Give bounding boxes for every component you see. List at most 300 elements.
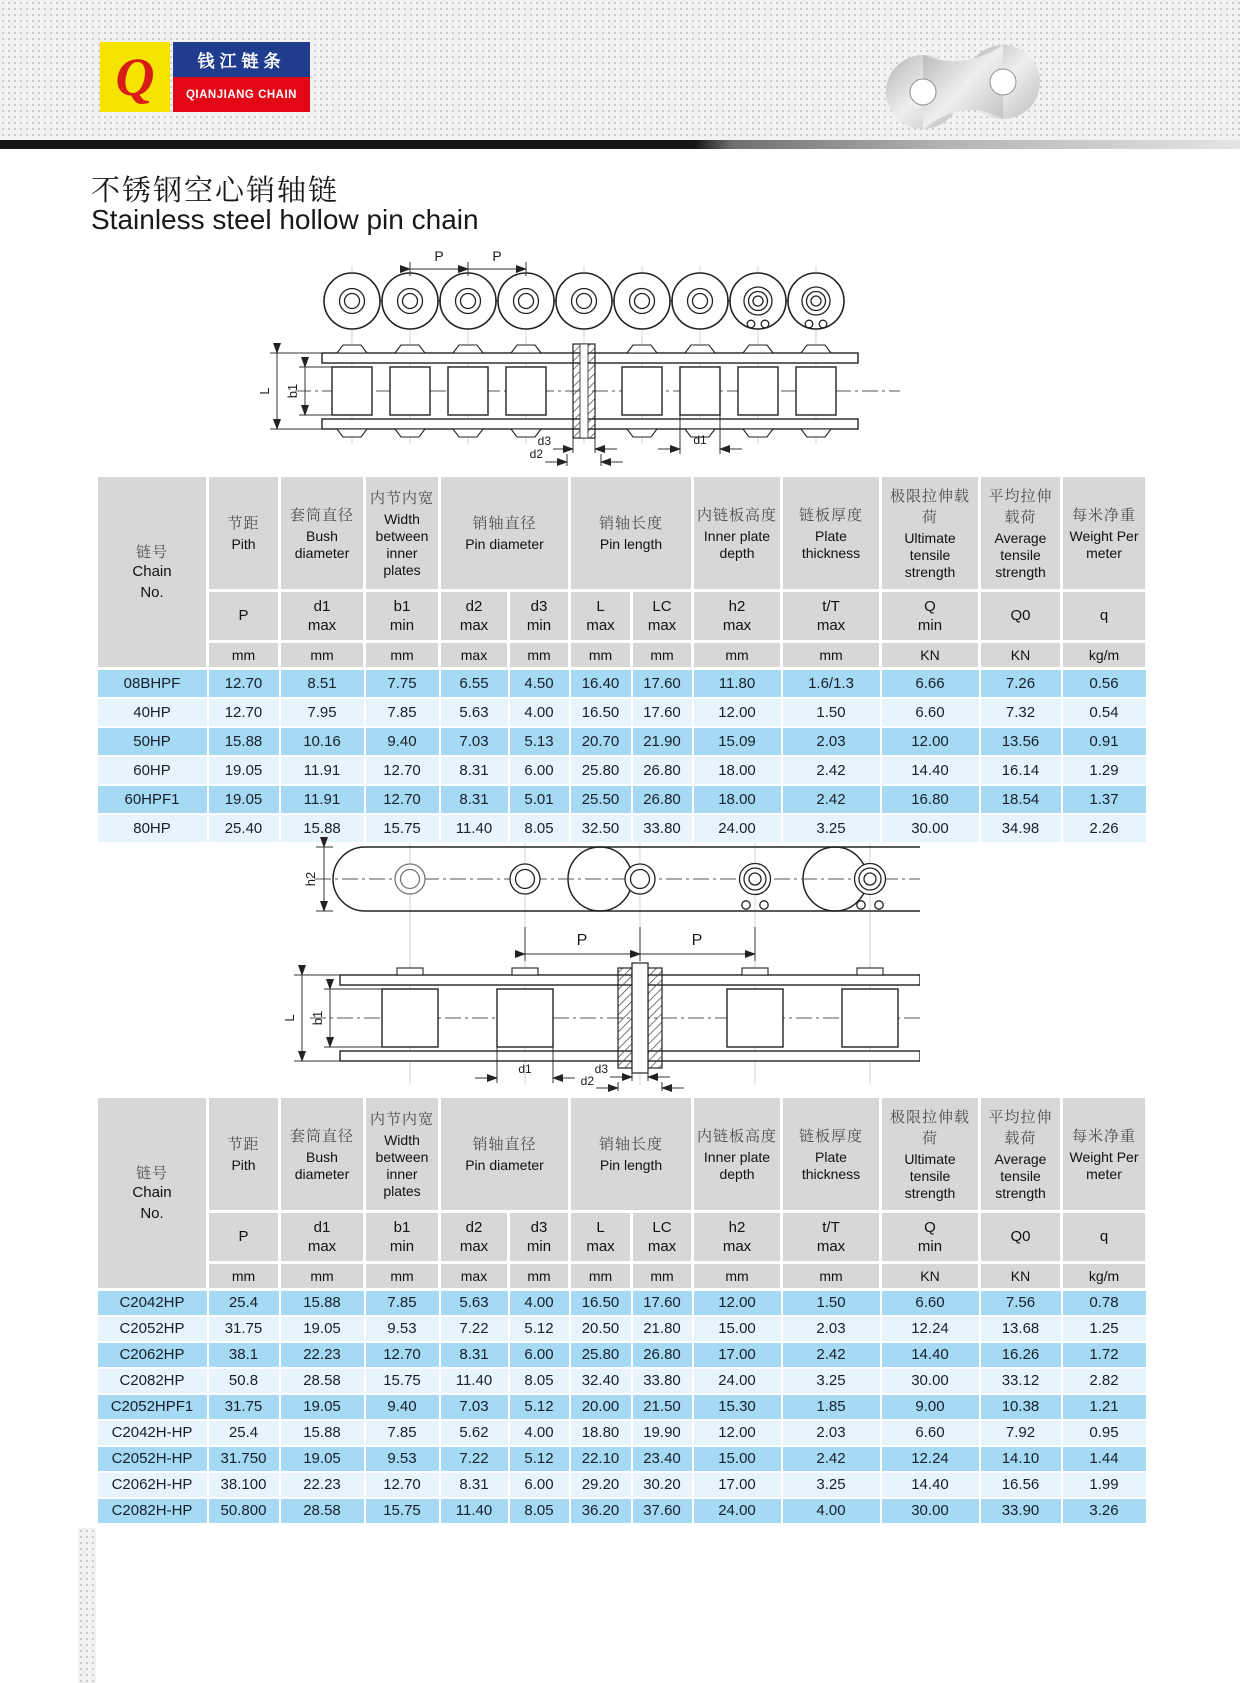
group-header-5: 内链板高度 Inner plate depth [693,476,782,591]
value-cell: 50.8 [208,1368,280,1394]
value-cell: 16.80 [881,785,980,814]
value-cell: 8.05 [509,1368,570,1394]
value-cell: 1.50 [782,698,881,727]
value-cell: 19.05 [280,1446,365,1472]
value-cell: 12.24 [881,1316,980,1342]
dim-label-p: P [691,932,703,949]
value-cell: 8.31 [440,785,509,814]
value-cell: 9.40 [365,727,440,756]
value-cell: 11.80 [693,669,782,698]
value-cell: 8.31 [440,756,509,785]
value-cell: 16.14 [980,756,1062,785]
value-cell: 2.42 [782,1446,881,1472]
value-cell: 6.60 [881,1420,980,1446]
value-cell: 6.60 [881,1290,980,1316]
value-cell: 1.6/1.3 [782,669,881,698]
unit-header-11: kg/m [1062,1263,1147,1290]
value-cell: 31.750 [208,1446,280,1472]
unit-header-1: mm [280,1263,365,1290]
unit-header-11: kg/m [1062,642,1147,669]
dim-label-h2: h2 [303,871,318,887]
value-cell: 12.00 [881,727,980,756]
unit-header-6: mm [632,642,693,669]
symbol-header-t/T: t/T max [782,1212,881,1263]
unit-header-row [97,642,1147,669]
value-cell: 7.75 [365,669,440,698]
unit-header-5: mm [570,642,632,669]
value-cell: 31.75 [208,1394,280,1420]
dim-label-p: P [492,248,502,264]
sectioned-hollow-pin [632,963,648,1073]
chain-plate-photo-graphic [875,40,1045,140]
group-header-8: 平均拉伸载荷 Average tensile strength [980,476,1062,591]
symbol-header-d1: d1 max [280,1212,365,1263]
unit-header-7: mm [693,642,782,669]
value-cell: 16.50 [570,698,632,727]
value-cell: 18.00 [693,785,782,814]
value-cell: 16.56 [980,1472,1062,1498]
unit-header-8: mm [782,642,881,669]
value-cell: 0.54 [1062,698,1147,727]
table-row [97,1472,1147,1498]
value-cell: 14.40 [881,756,980,785]
value-cell: 7.56 [980,1290,1062,1316]
value-cell: 16.50 [570,1290,632,1316]
symbol-header-d3: d3 min [509,1212,570,1263]
value-cell: 6.60 [881,698,980,727]
symbol-header-t/T: t/T max [782,591,881,642]
value-cell: 7.32 [980,698,1062,727]
value-cell: 22.23 [280,1472,365,1498]
symbol-header-L: L max [570,591,632,642]
spec-table [95,474,1148,844]
value-cell: 3.25 [782,814,881,843]
value-cell: 17.00 [693,1342,782,1368]
value-cell: 5.12 [509,1446,570,1472]
value-cell: 0.78 [1062,1290,1147,1316]
symbol-header-LC: LC max [632,1212,693,1263]
value-cell: 1.21 [1062,1394,1147,1420]
value-cell: 8.51 [280,669,365,698]
symbol-header-LC: LC max [632,591,693,642]
value-cell: 4.00 [509,698,570,727]
value-cell: 26.80 [632,785,693,814]
table-row [97,1368,1147,1394]
value-cell: 12.24 [881,1446,980,1472]
value-cell: 33.12 [980,1368,1062,1394]
symbol-header-q: q [1062,1212,1147,1263]
symbol-header-L: L max [570,1212,632,1263]
unit-header-4: mm [509,642,570,669]
value-cell: 2.42 [782,756,881,785]
value-cell: 17.60 [632,1290,693,1316]
chain-no-cell: 80HP [97,814,208,843]
chain-no-cell: C2042H-HP [97,1420,208,1446]
value-cell: 17.00 [693,1472,782,1498]
value-cell: 1.50 [782,1290,881,1316]
value-cell: 15.09 [693,727,782,756]
chain-link-plate-shape [886,45,1040,129]
value-cell: 1.72 [1062,1342,1147,1368]
table-row [97,785,1147,814]
symbol-header-Q0: Q0 [980,1212,1062,1263]
value-cell: 22.23 [280,1342,365,1368]
value-cell: 7.03 [440,1394,509,1420]
value-cell: 36.20 [570,1498,632,1524]
unit-header-6: mm [632,1263,693,1290]
chain-no-header: 链号 Chain No. [97,476,208,669]
value-cell: 4.00 [782,1498,881,1524]
table-row [97,727,1147,756]
symbol-header-P: P [208,1212,280,1263]
value-cell: 31.75 [208,1316,280,1342]
group-header-6: 链板厚度 Plate thickness [782,1097,881,1212]
value-cell: 30.00 [881,1368,980,1394]
value-cell: 7.22 [440,1316,509,1342]
value-cell: 38.100 [208,1472,280,1498]
value-cell: 24.00 [693,814,782,843]
value-cell: 4.00 [509,1420,570,1446]
group-header-0: 节距 Pith [208,1097,280,1212]
chain-no-cell: 60HPF1 [97,785,208,814]
value-cell: 5.63 [440,1290,509,1316]
dim-label-b1: b1 [310,1010,325,1026]
value-cell: 17.60 [632,669,693,698]
unit-header-9: KN [881,642,980,669]
unit-header-9: KN [881,1263,980,1290]
table-row [97,1498,1147,1524]
value-cell: 30.20 [632,1472,693,1498]
value-cell: 1.85 [782,1394,881,1420]
group-header-7: 极限拉伸载荷 Ultimate tensile strength [881,1097,980,1212]
value-cell: 12.70 [365,1342,440,1368]
value-cell: 20.50 [570,1316,632,1342]
value-cell: 15.75 [365,1498,440,1524]
value-cell: 2.42 [782,1342,881,1368]
value-cell: 12.00 [693,1290,782,1316]
value-cell: 11.91 [280,756,365,785]
value-cell: 5.63 [440,698,509,727]
value-cell: 9.40 [365,1394,440,1420]
dim-label-d2: d2 [580,1074,594,1088]
value-cell: 30.00 [881,1498,980,1524]
value-cell: 2.03 [782,727,881,756]
value-cell: 14.40 [881,1472,980,1498]
unit-header-4: mm [509,1263,570,1290]
texture-strip [78,1528,96,1683]
page-title-en: Stainless steel hollow pin chain [91,204,479,235]
unit-header-2: mm [365,642,440,669]
chain-no-cell: C2082H-HP [97,1498,208,1524]
value-cell: 26.80 [632,756,693,785]
value-cell: 2.26 [1062,814,1147,843]
value-cell: 6.00 [509,756,570,785]
unit-header-10: KN [980,1263,1062,1290]
value-cell: 13.68 [980,1316,1062,1342]
value-cell: 14.10 [980,1446,1062,1472]
value-cell: 26.80 [632,1342,693,1368]
value-cell: 18.54 [980,785,1062,814]
value-cell: 20.70 [570,727,632,756]
value-cell: 3.25 [782,1368,881,1394]
value-cell: 19.90 [632,1420,693,1446]
value-cell: 6.55 [440,669,509,698]
group-header-4: 销轴长度 Pin length [570,476,693,591]
double-pitch-chain-diagram [280,835,920,1098]
value-cell: 9.53 [365,1446,440,1472]
value-cell: 4.50 [509,669,570,698]
spec-table-roller [95,474,1148,844]
unit-header-3: max [440,1263,509,1290]
roller-chain-diagram [255,246,955,476]
brand-logo [100,42,310,112]
value-cell: 0.95 [1062,1420,1147,1446]
group-header-3: 销轴直径 Pin diameter [440,476,570,591]
dim-label-l: L [257,387,272,395]
group-header-9: 每米净重 Weight Per meter [1062,1097,1147,1212]
value-cell: 5.01 [509,785,570,814]
group-header-7: 极限拉伸载荷 Ultimate tensile strength [881,476,980,591]
value-cell: 7.26 [980,669,1062,698]
value-cell: 11.40 [440,1498,509,1524]
symbol-header-d1: d1 max [280,591,365,642]
value-cell: 22.10 [570,1446,632,1472]
value-cell: 34.98 [980,814,1062,843]
value-cell: 7.92 [980,1420,1062,1446]
value-cell: 15.00 [693,1446,782,1472]
value-cell: 20.00 [570,1394,632,1420]
value-cell: 33.90 [980,1498,1062,1524]
value-cell: 7.85 [365,1290,440,1316]
unit-header-2: mm [365,1263,440,1290]
dim-label-d1: d1 [693,433,707,447]
chain-no-cell: C2052HPF1 [97,1394,208,1420]
value-cell: 11.40 [440,1368,509,1394]
value-cell: 12.00 [693,1420,782,1446]
value-cell: 7.85 [365,698,440,727]
value-cell: 37.60 [632,1498,693,1524]
value-cell: 16.40 [570,669,632,698]
symbol-header-d2: d2 max [440,1212,509,1263]
value-cell: 16.26 [980,1342,1062,1368]
group-header-row [97,1097,1147,1212]
value-cell: 6.66 [881,669,980,698]
dim-label-p: P [434,248,444,264]
logo-name-en: QIANJIANG CHAIN [173,77,310,112]
value-cell: 33.80 [632,814,693,843]
group-header-1: 套筒直径 Bush diameter [280,476,365,591]
unit-header-1: mm [280,642,365,669]
value-cell: 12.70 [365,756,440,785]
value-cell: 15.75 [365,1368,440,1394]
unit-header-row [97,1263,1147,1290]
group-header-row [97,476,1147,591]
value-cell: 18.80 [570,1420,632,1446]
chain-no-cell: C2042HP [97,1290,208,1316]
chain-no-cell: 50HP [97,727,208,756]
symbol-header-P: P [208,591,280,642]
value-cell: 18.00 [693,756,782,785]
group-header-1: 套筒直径 Bush diameter [280,1097,365,1212]
pitch-dimension [525,927,755,961]
value-cell: 50.800 [208,1498,280,1524]
value-cell: 1.99 [1062,1472,1147,1498]
value-cell: 25.4 [208,1420,280,1446]
chain-no-cell: C2082HP [97,1368,208,1394]
value-cell: 32.50 [570,814,632,843]
value-cell: 10.16 [280,727,365,756]
value-cell: 24.00 [693,1368,782,1394]
value-cell: 25.50 [570,785,632,814]
value-cell: 38.1 [208,1342,280,1368]
pitch-dimension [410,262,526,276]
table-row [97,698,1147,727]
value-cell: 15.88 [208,727,280,756]
value-cell: 9.53 [365,1316,440,1342]
value-cell: 11.40 [440,814,509,843]
table-row [97,1290,1147,1316]
value-cell: 12.70 [365,785,440,814]
group-header-8: 平均拉伸载荷 Average tensile strength [980,1097,1062,1212]
value-cell: 12.70 [208,669,280,698]
value-cell: 8.31 [440,1342,509,1368]
value-cell: 7.03 [440,727,509,756]
symbol-header-b1: b1 min [365,1212,440,1263]
symbol-header-row [97,1212,1147,1263]
value-cell: 2.03 [782,1316,881,1342]
value-cell: 12.70 [208,698,280,727]
value-cell: 8.05 [509,814,570,843]
value-cell: 15.88 [280,1290,365,1316]
group-header-9: 每米净重 Weight Per meter [1062,476,1147,591]
group-header-2: 内节内宽 Width between inner plates [365,476,440,591]
table-row [97,1446,1147,1472]
value-cell: 32.40 [570,1368,632,1394]
value-cell: 28.58 [280,1368,365,1394]
value-cell: 5.13 [509,727,570,756]
value-cell: 19.05 [208,785,280,814]
value-cell: 15.75 [365,814,440,843]
value-cell: 3.26 [1062,1498,1147,1524]
value-cell: 0.56 [1062,669,1147,698]
table-row [97,1342,1147,1368]
group-header-2: 内节内宽 Width between inner plates [365,1097,440,1212]
chain-side-view [324,273,844,329]
value-cell: 2.42 [782,785,881,814]
unit-header-8: mm [782,1263,881,1290]
value-cell: 21.80 [632,1316,693,1342]
value-cell: 15.88 [280,814,365,843]
chain-no-cell: C2062H-HP [97,1472,208,1498]
group-header-6: 链板厚度 Plate thickness [782,476,881,591]
value-cell: 29.20 [570,1472,632,1498]
value-cell: 11.91 [280,785,365,814]
value-cell: 0.91 [1062,727,1147,756]
value-cell: 21.90 [632,727,693,756]
group-header-5: 内链板高度 Inner plate depth [693,1097,782,1212]
value-cell: 8.05 [509,1498,570,1524]
chain-plan-view [295,344,900,438]
table-row [97,1394,1147,1420]
symbol-header-h2: h2 max [693,591,782,642]
value-cell: 5.12 [509,1394,570,1420]
value-cell: 19.05 [280,1316,365,1342]
value-cell: 8.31 [440,1472,509,1498]
chain-no-cell: C2062HP [97,1342,208,1368]
value-cell: 25.40 [208,814,280,843]
page-title-cn: 不锈钢空心销轴链 [91,175,340,207]
value-cell: 28.58 [280,1498,365,1524]
unit-header-0: mm [208,1263,280,1290]
value-cell: 1.44 [1062,1446,1147,1472]
value-cell: 9.00 [881,1394,980,1420]
value-cell: 25.80 [570,1342,632,1368]
dim-label-b1: b1 [285,383,300,399]
symbol-header-row [97,591,1147,642]
value-cell: 6.00 [509,1472,570,1498]
value-cell: 5.62 [440,1420,509,1446]
table-row [97,1316,1147,1342]
logo-monogram: Q [100,42,170,112]
spec-table-double-pitch [95,1095,1148,1525]
value-cell: 14.40 [881,1342,980,1368]
value-cell: 2.82 [1062,1368,1147,1394]
value-cell: 33.80 [632,1368,693,1394]
value-cell: 15.00 [693,1316,782,1342]
dim-label-p: P [576,932,588,949]
group-header-3: 销轴直径 Pin diameter [440,1097,570,1212]
value-cell: 1.25 [1062,1316,1147,1342]
symbol-header-d3: d3 min [509,591,570,642]
symbol-header-b1: b1 min [365,591,440,642]
dim-label-l: L [282,1014,297,1022]
value-cell: 19.05 [280,1394,365,1420]
value-cell: 19.05 [208,756,280,785]
chain-no-cell: C2052H-HP [97,1446,208,1472]
unit-header-3: max [440,642,509,669]
symbol-header-q: q [1062,591,1147,642]
divider-bar [0,140,1240,149]
table-row [97,669,1147,698]
value-cell: 3.25 [782,1472,881,1498]
value-cell: 13.56 [980,727,1062,756]
spec-table [95,1095,1148,1525]
value-cell: 1.29 [1062,756,1147,785]
symbol-header-h2: h2 max [693,1212,782,1263]
value-cell: 2.03 [782,1420,881,1446]
unit-header-0: mm [208,642,280,669]
value-cell: 17.60 [632,698,693,727]
dim-label-d3: d3 [594,1062,608,1076]
symbol-header-Q0: Q0 [980,591,1062,642]
group-header-0: 节距 Pith [208,476,280,591]
value-cell: 30.00 [881,814,980,843]
value-cell: 12.70 [365,1472,440,1498]
value-cell: 24.00 [693,1498,782,1524]
value-cell: 25.80 [570,756,632,785]
value-cell: 5.12 [509,1316,570,1342]
chain-no-cell: 60HP [97,756,208,785]
table-row [97,1420,1147,1446]
value-cell: 7.95 [280,698,365,727]
logo-name-cn: 钱江链条 [173,42,310,77]
value-cell: 6.00 [509,1342,570,1368]
chain-plan-view [310,963,920,1073]
chain-no-header: 链号 Chain No. [97,1097,208,1290]
unit-header-5: mm [570,1263,632,1290]
dim-label-d1: d1 [518,1062,532,1076]
symbol-header-d2: d2 max [440,591,509,642]
